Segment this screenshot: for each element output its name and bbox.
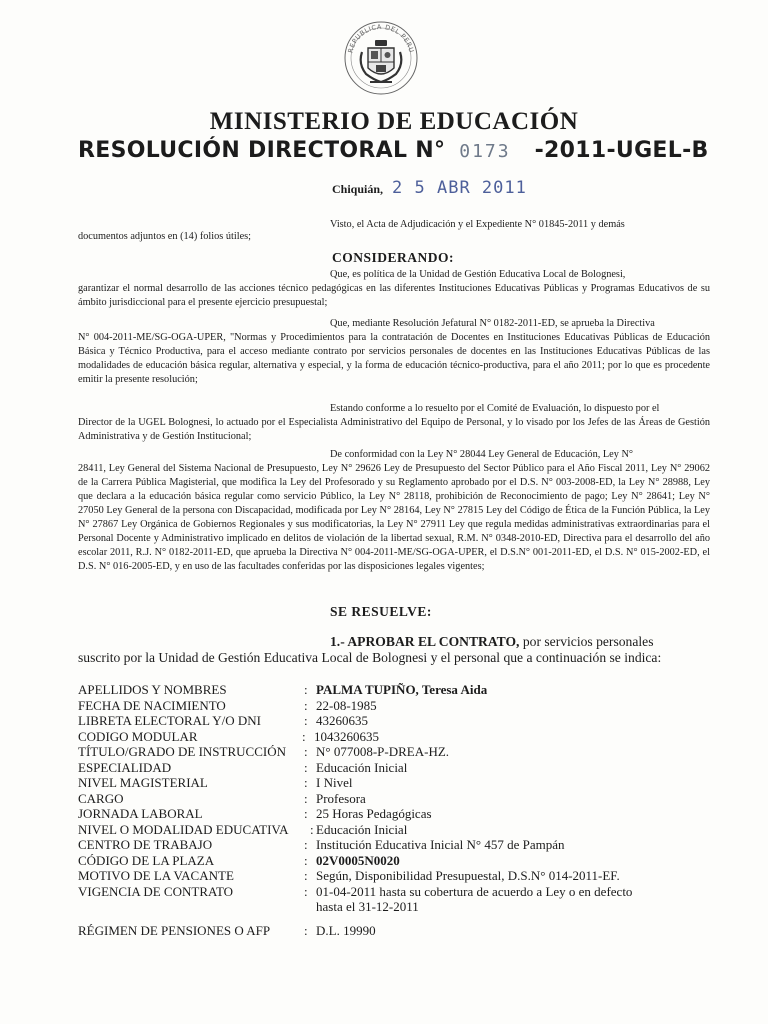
- field-row-especialidad: [78, 760, 718, 776]
- field-row-jornada: [78, 806, 718, 822]
- field-label: NIVEL O MODALIDAD EDUCATIVA: [78, 821, 289, 837]
- article-1-first-line: [78, 634, 710, 650]
- field-value: Educación Inicial: [316, 759, 408, 775]
- field-row-codigo-plaza: [78, 853, 718, 869]
- field-value: Institución Educativa Inicial N° 457 de Pampán: [316, 837, 565, 852]
- p4-body: 28411, Ley General del Sistema Nacional de Presupuesto, Ley N° 29626 Ley de Presupuesto del Sector Público para el Año Fiscal 2011, Ley N° 29062 de la Carrera Pública Magisterial, que modifica la Ley del Profesorado y su Reglamento aprobado por el D.S. N° 003-2008-ED, la Ley N° 28988, Ley que declara a la educación básica regular como servicio Público, la Ley N° 28118, prohibición de Reconocimiento de pago; Ley N° 28641; Ley N° 27050 Ley General de la persona con Discapacidad, modificada por Ley N° 28164, Ley N° 27815 Ley del Código de Ética de la Función Pública, la Ley N° 27867 Ley Orgánica de Gobiernos Regionales y sus modificatorias, la Ley N° 27911 Ley que regula medidas administrativas extraordinarias para el Personal Docente y Administrativo implicado en delitos de violación de la libertad sexual, R.M. N° 0348-2010-ED, Directiva para el desarrollo del año escolar 2011, R.J. N° 0182-2011-ED, que aprueba la Directiva N° 004-2011-ME/SG-OGA-UPER, el D.S.N° 001-2011-ED, el D.S. N° 015-2002-ED, el D.S. N° 016-2005-ED, y en uso de las facultades conferidas por las disposiciones legales vigentes;: [78, 463, 710, 572]
- date-stamp: 2 5 ABR 2011: [392, 178, 527, 198]
- field-row-apellidos: [78, 682, 718, 698]
- field-value: 1043260635: [314, 728, 379, 744]
- field-row-centro: [78, 837, 718, 853]
- field-value: D.L. 19990: [316, 922, 376, 938]
- field-colon: :: [304, 790, 308, 806]
- field-colon: :: [304, 682, 308, 697]
- svg-text:REPUBLICA DEL PERU: REPUBLICA DEL PERU: [346, 22, 416, 54]
- field-colon: :: [304, 713, 308, 728]
- field-label: CÓDIGO DE LA PLAZA: [78, 852, 215, 868]
- field-label: LIBRETA ELECTORAL Y/O DNI: [78, 713, 261, 728]
- field-label: FECHA DE NACIMIENTO: [78, 697, 226, 713]
- field-label: CODIGO MODULAR: [78, 728, 198, 744]
- field-value: 25 Horas Pedagógicas: [316, 806, 432, 821]
- contract-fields: [78, 682, 718, 938]
- field-colon: :: [304, 744, 308, 759]
- field-colon: :: [304, 868, 308, 883]
- field-label: CENTRO DE TRABAJO: [78, 837, 213, 852]
- resolution-title: [78, 138, 738, 163]
- field-row-fecha: [78, 698, 718, 714]
- field-value: Según, Disponibilidad Presupuestal, D.S.N° 014-2011-EF.: [316, 868, 620, 883]
- field-value-plaza: 02V0005N0020: [316, 852, 400, 868]
- resolution-number-stamp: 0173: [459, 141, 511, 162]
- p4-first-line: De conformidad con la Ley N° 28044 Ley General de Educación, Ley N°: [330, 449, 634, 460]
- visto-line-2: documentos adjuntos en (14) folios útiles;: [78, 231, 252, 242]
- field-value: 01-04-2011 hasta su cobertura de acuerdo a Ley o en defecto hasta el 31-12-2011: [316, 883, 633, 914]
- considerando-heading: CONSIDERANDO:: [332, 250, 455, 265]
- field-row-dni: [78, 713, 718, 729]
- p2-first-line: Que, mediante Resolución Jefatural N° 0182-2011-ED, se aprueba la Directiva: [330, 318, 655, 329]
- field-colon: :: [304, 837, 308, 852]
- field-label: VIGENCIA DE CONTRATO: [78, 883, 234, 899]
- field-row-nivel-magisterial: [78, 775, 718, 791]
- article-1-first: por servicios personales: [519, 634, 654, 649]
- p3-body: Director de la UGEL Bolognesi, lo actuado por el Especialista Administrativo del Equipo de Personal, y lo visado por los Jefes de las Áreas de Gestión Administrativa y de Gestión Institucional;: [78, 417, 710, 442]
- resolution-suffix: -2011-UGEL-B: [534, 138, 709, 163]
- field-label: RÉGIMEN DE PENSIONES O AFP: [78, 922, 271, 938]
- field-value-name: PALMA TUPIÑO, Teresa Aida: [316, 682, 488, 697]
- field-colon: :: [304, 697, 308, 713]
- field-value: Educación Inicial: [316, 821, 408, 837]
- p1-first-line: Que, es política de la Unidad de Gestión Educativa Local de Bolognesi,: [330, 269, 626, 280]
- article-1-bold: 1.- APROBAR EL CONTRATO,: [330, 634, 520, 649]
- field-row-regimen: [78, 923, 718, 939]
- field-row-codigo-modular: [78, 729, 718, 745]
- field-label: JORNADA LABORAL: [78, 806, 203, 821]
- field-colon: :: [304, 852, 308, 868]
- field-value: 43260635: [316, 713, 368, 728]
- field-row-nivel-modalidad: [78, 822, 718, 838]
- dateline-place: Chiquián,: [332, 182, 384, 196]
- resolution-prefix: RESOLUCIÓN DIRECTORAL N°: [78, 138, 446, 163]
- article-1: [78, 634, 710, 666]
- p3-first-line: Estando conforme a lo resuelto por el Comité de Evaluación, lo dispuesto por el: [330, 403, 660, 414]
- p2-body: N° 004-2011-ME/SG-OGA-UPER, "Normas y Procedimientos para la contratación de Docentes en Instituciones Educativas Públicas de Educación Básica y Técnico Productiva, para el acceso mediante contrato por servicios personales de docentes en las Instituciones Educativas Públicas de las modalidades de educación básica regular, alternativa y especial, y la forma de educación técnico-productiva, para el año 2011; por lo que es procedente emitir la presente resolución;: [78, 332, 710, 385]
- field-value: 22-08-1985: [316, 697, 377, 713]
- field-label: TÍTULO/GRADO DE INSTRUCCIÓN: [78, 744, 286, 759]
- field-label: ESPECIALIDAD: [78, 759, 172, 775]
- field-row-motivo: [78, 868, 718, 884]
- article-1-rest: suscrito por la Unidad de Gestión Educativa Local de Bolognesi y el personal que a continuación se indica:: [78, 650, 662, 665]
- coat-of-arms-seal-icon: [340, 18, 422, 98]
- field-row-cargo: [78, 791, 718, 807]
- field-row-vigencia: [78, 884, 718, 915]
- field-colon: :: [304, 806, 308, 821]
- visto-line-1: Visto, el Acta de Adjudicación y el Expediente N° 01845-2011 y demás: [330, 219, 625, 230]
- field-colon: :: [304, 759, 308, 775]
- field-label: CARGO: [78, 790, 124, 806]
- dateline: [332, 178, 527, 198]
- field-value: N° 077008-P-DREA-HZ.: [316, 744, 450, 759]
- field-label: APELLIDOS Y NOMBRES: [78, 682, 227, 697]
- field-colon: :: [304, 922, 308, 938]
- field-colon: :: [302, 728, 306, 744]
- field-colon: :: [310, 821, 314, 837]
- field-colon: :: [304, 883, 308, 899]
- field-value: I Nivel: [316, 775, 353, 790]
- field-label: MOTIVO DE LA VACANTE: [78, 868, 234, 883]
- se-resuelve-heading: SE RESUELVE:: [330, 604, 432, 619]
- field-colon: :: [304, 775, 308, 790]
- field-label: NIVEL MAGISTERIAL: [78, 775, 208, 790]
- field-value: Profesora: [316, 790, 366, 806]
- field-row-titulo: [78, 744, 718, 760]
- p1-body: garantizar el normal desarrollo de las acciones técnico pedagógicas en las diferentes Instituciones Educativas Públicas y Programas Educativos de su ámbito jurisdiccional para el presente ejercicio presupuestal;: [78, 283, 710, 308]
- ministry-title: MINISTERIO DE EDUCACIÓN: [209, 108, 579, 135]
